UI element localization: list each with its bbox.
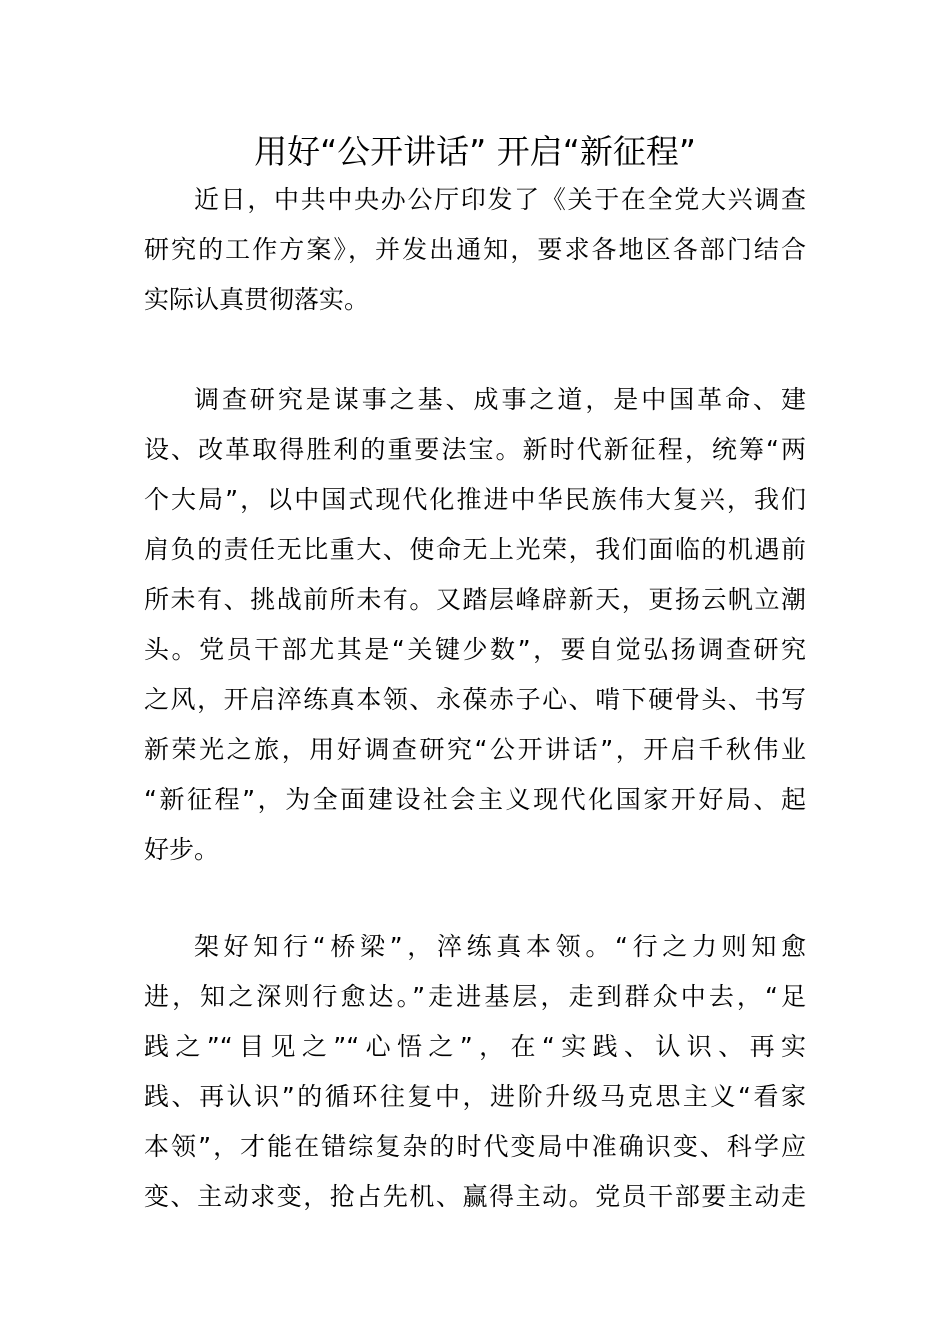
paragraph-line: 本领”，才能在错综复杂的时代变局中准确识变、科学应: [144, 1132, 806, 1161]
paragraph-line: 之风，开启淬练真本领、永葆赤子心、啃下硬骨头、书写: [144, 685, 806, 714]
paragraph-line: “新征程”，为全面建设社会主义现代化国家开好局、起: [144, 785, 806, 814]
paragraph-line: 个大局”，以中国式现代化推进中华民族伟大复兴，我们: [144, 485, 806, 514]
paragraph-line: 进，知之深则行愈达。”走进基层，走到群众中去，“足: [144, 982, 806, 1011]
paragraph-line: 实际认真贯彻落实。: [144, 285, 370, 314]
paragraph-line: 新荣光之旅，用好调查研究“公开讲话”，开启千秋伟业: [144, 735, 806, 764]
page-title: 用好“公开讲话” 开启“新征程”: [254, 132, 696, 171]
paragraph-line: 近日，中共中央办公厅印发了《关于在全党大兴调查: [194, 185, 806, 214]
paragraph-line: 架好知行“桥梁”，淬练真本领。“行之力则知愈: [194, 932, 806, 961]
paragraph-line: 研究的工作方案》，并发出通知，要求各地区各部门结合: [144, 235, 806, 264]
paragraph-line: 践之”“目见之”“心悟之”，在“实践、认识、再实: [144, 1032, 806, 1061]
paragraph-line: 肩负的责任无比重大、使命无上光荣，我们面临的机遇前: [144, 535, 806, 564]
paragraph-line: 变、主动求变，抢占先机、赢得主动。党员干部要主动走: [144, 1182, 806, 1211]
paragraph-line: 好步。: [144, 835, 220, 864]
paragraph-line: 践、再认识”的循环往复中，进阶升级马克思主义“看家: [144, 1082, 806, 1111]
paragraph-line: 头。党员干部尤其是“关键少数”，要自觉弘扬调查研究: [144, 635, 806, 664]
paragraph-line: 所未有、挑战前所未有。又踏层峰辟新天，更扬云帆立潮: [144, 585, 806, 614]
paragraph-line: 设、改革取得胜利的重要法宝。新时代新征程，统筹“两: [144, 435, 806, 464]
paragraph-line: 调查研究是谋事之基、成事之道，是中国革命、建: [194, 385, 806, 414]
